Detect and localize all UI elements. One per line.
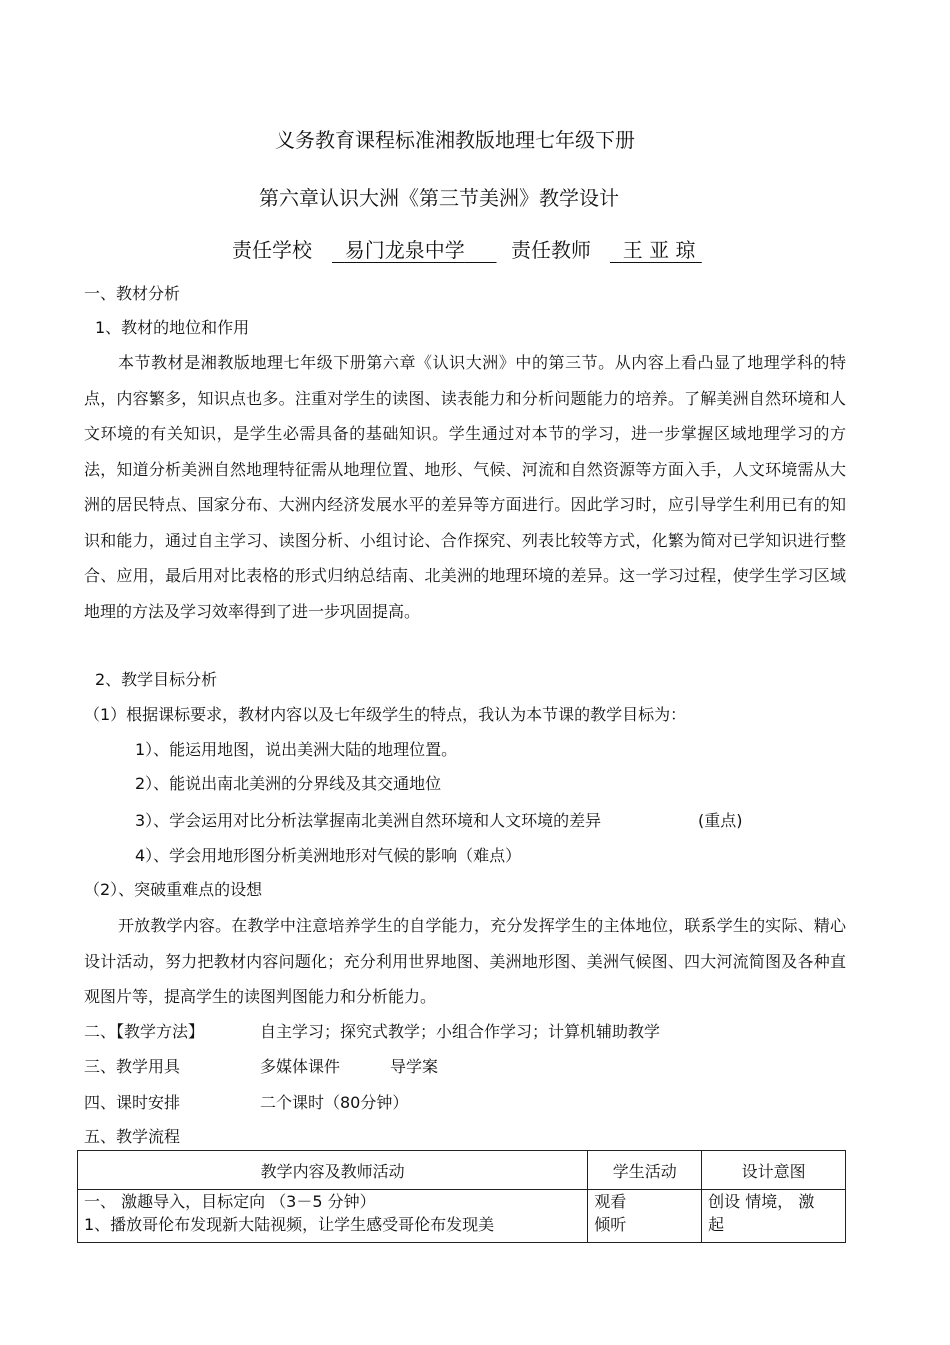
goal-item-1: 1）、能运用地图，说出美洲大陆的地理位置。 [135,740,458,759]
section-3-label: 三、教学用具 [84,1057,181,1076]
subsection-2-heading: 2、教学目标分析 [95,670,218,689]
section-4-label: 四、课时安排 [84,1093,181,1112]
goal-intro: （1）根据课标要求，教材内容以及七年级学生的特点，我认为本节课的教学目标为： [84,705,687,724]
responsible-teacher-label: 责任教师 [511,238,591,262]
cell-line: 观看 [594,1192,627,1211]
cell-line: 一、 激趣导入，目标定向 （3－5 分钟） [84,1192,376,1211]
paragraph-key-points: 开放教学内容。在教学中注意培养学生的自学能力，充分发挥学生的主体地位，联系学生的实际、精心设计活动，努力把教材内容问题化；充分利用世界地图、美洲地形图、美洲气候图、四大河流简图及各种直观图片等，提高学生的读图判图能力和分析能力。 [84,916,846,1006]
table-header-student: 学生活动 [588,1151,702,1190]
paragraph-material-role: 本节教材是湘教版地理七年级下册第六章《认识大洲》中的第三节。从内容上看凸显了地理学科的特点，内容繁多，知识点也多。注重对学生的读图、读表能力和分析问题能力的培养。了解美洲自然环境和人文环境的有关知识，是学生必需具备的基础知识。学生通过对本节的学习，进一步掌握区域地理学习的方法，知道分析美洲自然地理特征需从地理位置、地形、气候、河流和自然资源等方面入手，人文环境需从大洲的居民特点、国家分布、大洲内经济发展水平的差异等方面进行。因此学习时，应引导学生利用已有的知识和能力，通过自主学习、读图分析、小组讨论、合作探究、列表比较等方式，化繁为简对已学知识进行整合、应用，最后用对比表格的形式归纳总结南、北美洲的地理环境的差异。这一学习过程，使学生学习区域地理的方法及学习效率得到了进一步巩固提高。 [84,353,846,621]
cell-line: 起 [708,1215,725,1234]
section-1-heading: 一、教材分析 [84,284,181,303]
table-cell-student [588,1190,702,1243]
goal-item-2: 2）、能说出南北美洲的分界线及其交通地位 [135,774,442,793]
doc-title-line2: 第六章认识大洲《第三节美洲》教学设计 [259,186,619,210]
table-header-intent: 设计意图 [702,1151,846,1190]
section-3-value-1: 多媒体课件 [260,1057,341,1076]
subsection-3-heading: （2）、突破重难点的设想 [84,880,263,899]
section-2-value: 自主学习；探究式教学；小组合作学习；计算机辅助教学 [260,1022,661,1041]
table-header-row [78,1151,846,1190]
teaching-flow-table [77,1150,846,1243]
cell-line: 1、播放哥伦布发现新大陆视频，让学生感受哥伦布发现美 [84,1215,495,1234]
subsection-1-heading: 1、教材的地位和作用 [95,318,250,337]
table-cell-intent [702,1190,846,1243]
doc-title-line1: 义务教育课程标准湘教版地理七年级下册 [275,128,635,152]
cell-line: 创设 情境， 激 [708,1192,815,1211]
section-4-value: 二个课时（80分钟） [260,1093,409,1112]
section-5-label: 五、教学流程 [84,1127,181,1146]
cell-line: 倾听 [594,1215,627,1234]
section-2-label: 二、【教学方法】 [84,1022,205,1041]
goal-item-3-tag: (重点) [698,811,743,830]
section-3-value-2: 导学案 [390,1057,439,1076]
goal-item-3: 3）、学会运用对比分析法掌握南北美洲自然环境和人文环境的差异 [135,811,602,830]
responsible-teacher: 王 亚 琼 [622,238,696,262]
table-header-content: 教学内容及教师活动 [78,1151,588,1190]
table-cell-content [78,1190,588,1243]
responsible-school: 易门龙泉中学 [344,238,465,262]
responsible-school-label: 责任学校 [232,238,312,262]
goal-item-4: 4）、学会用地形图分析美洲地形对气候的影响（难点） [135,846,522,865]
table-row [78,1190,846,1243]
